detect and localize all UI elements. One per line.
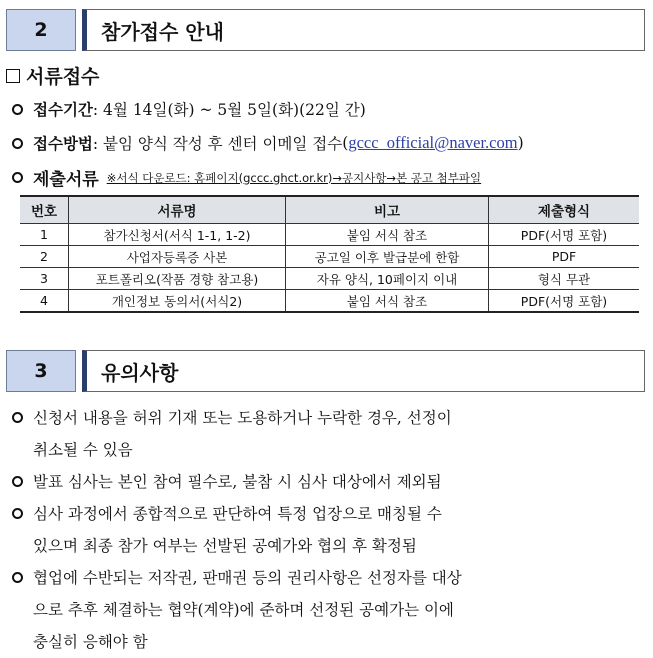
sub-heading [6,62,99,89]
notice-item [12,466,642,498]
section-2-header [6,9,645,51]
cell-format: PDF [489,246,640,268]
cell-remarks: 붙임 서식 참조 [286,224,489,246]
sub-heading-label: 서류접수 [26,66,100,88]
notice-item [12,498,642,562]
circle-bullet-icon [12,508,23,519]
method-label: 접수방법 [33,135,93,153]
section-number: 3 [6,350,76,392]
notice-line: 있으며 최종 참가 여부는 선발된 공예가와 협의 후 확정됨 [33,537,417,555]
cell-remarks: 자유 양식, 10페이지 이내 [286,268,489,290]
section-title: 유의사항 [82,350,645,392]
header-remarks: 비고 [286,196,489,224]
checkbox-square-icon [6,69,20,83]
cell-number: 2 [20,246,69,268]
cell-number: 1 [20,224,69,246]
docs-line [12,165,481,190]
period-label: 접수기간 [33,101,93,119]
table-row [20,290,639,313]
cell-doc-name: 사업자등록증 사본 [69,246,286,268]
cell-format: PDF(서명 포함) [489,224,640,246]
period-value: : 4월 14일(화) ~ 5월 5일(화)(22일 간) [92,101,366,119]
cell-format: 형식 무관 [489,268,640,290]
notice-item [12,562,642,658]
docs-download-note: ※서식 다운로드: 홈페이지(gccc.ghct.or.kr)→공지사항→본 공고 첨부파일 [106,170,482,185]
cell-number: 4 [20,290,69,313]
cell-remarks: 붙임 서식 참조 [286,290,489,313]
table-header-row [20,196,639,224]
docs-label: 제출서류 [33,170,99,190]
cell-remarks: 공고일 이후 발급분에 한함 [286,246,489,268]
table-row [20,224,639,246]
notice-line: 발표 심사는 본인 참여 필수로, 불참 시 심사 대상에서 제외됨 [33,473,442,491]
cell-format: PDF(서명 포함) [489,290,640,313]
method-value: : 붙임 양식 작성 후 센터 이메일 접수 [92,135,343,153]
notice-line: 취소될 수 있음 [33,441,133,459]
cell-doc-name: 포트폴리오(작품 경향 참고용) [69,268,286,290]
cell-doc-name: 참가신청서(서식 1-1, 1-2) [69,224,286,246]
header-number: 번호 [20,196,69,224]
method-line: 접수방법 : 붙임 양식 작성 후 센터 이메일 접수 ( gccc_official@naver.com ) [12,132,524,154]
header-doc-name: 서류명 [69,196,286,224]
documents-table [20,195,639,313]
table-row [20,246,639,268]
notice-line: 신청서 내용을 허위 기재 또는 도용하거나 누락한 경우, 선정이 [33,409,452,427]
header-format: 제출형식 [489,196,640,224]
circle-bullet-icon [12,476,23,487]
notice-line: 으로 추후 체결하는 협약(계약)에 준하며 선정된 공예가는 이에 [33,601,454,619]
notice-line: 심사 과정에서 종합적으로 판단하여 특정 업장으로 매칭될 수 [33,505,442,523]
circle-bullet-icon [12,138,23,149]
cell-doc-name: 개인정보 동의서(서식2) [69,290,286,313]
period-line [12,98,366,120]
section-number: 2 [6,9,76,51]
notice-line: 충실히 응해야 함 [33,633,148,651]
circle-bullet-icon [12,172,23,183]
notice-line: 협업에 수반되는 저작권, 판매권 등의 권리사항은 선정자를 대상 [33,569,462,587]
section-3-header [6,350,645,392]
circle-bullet-icon [12,572,23,583]
email-link[interactable]: gccc_official@naver.com [348,133,518,152]
circle-bullet-icon [12,412,23,423]
circle-bullet-icon [12,104,23,115]
cell-number: 3 [20,268,69,290]
section-title: 참가접수 안내 [82,9,645,51]
notice-item [12,402,642,466]
table-row [20,268,639,290]
